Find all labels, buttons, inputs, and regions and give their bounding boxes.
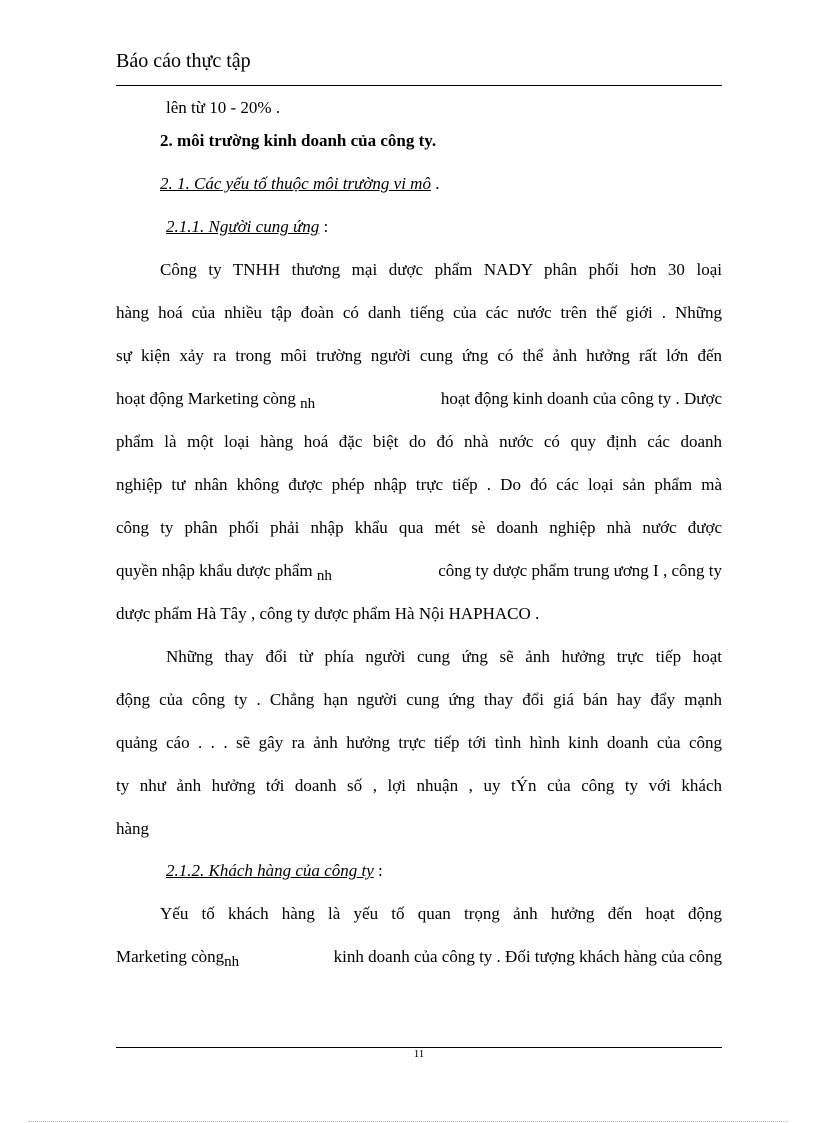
subsubsection-heading xyxy=(166,216,722,238)
paragraph-line: dược phẩm Hà Tây , công ty dược phẩm Hà Nội HAPHACO . xyxy=(116,604,540,623)
paragraph-line: phẩm là một loại hàng hoá đặc biệt do đó nhà nước có quy định các doanh xyxy=(116,432,722,451)
paragraph-line: Công ty TNHH thương mại dược phẩm NADY phân phối hơn 30 loại xyxy=(160,260,722,279)
subsubsection-heading-tail: : xyxy=(319,217,329,236)
paragraph-line: ty như ảnh hưởng tới doanh số , lợi nhuận , uy tÝn của công ty với khách xyxy=(116,776,722,795)
paragraph-fragment xyxy=(116,560,332,583)
paragraph-fragment xyxy=(116,388,315,411)
paragraph-line: hàng hoá của nhiều tập đoàn có danh tiếng của các nước trên thế giới . Những xyxy=(116,303,722,322)
paragraph-text: quyền nhập khẩu dược phẩm xyxy=(116,561,313,580)
paragraph-line: sự kiện xảy ra trong môi trường người cung ứng có thể ảnh hưởng rất lớn đến xyxy=(116,346,722,365)
paragraph-line xyxy=(116,560,722,583)
header-title: Báo cáo thực tập xyxy=(116,50,251,72)
paragraph-fragment xyxy=(116,946,239,969)
header-divider xyxy=(116,85,722,86)
subsubsection-heading-text: 2.1.1. Người cung ứng xyxy=(166,217,320,236)
subsection-heading xyxy=(160,173,722,195)
paragraph-line: hàng xyxy=(116,819,150,838)
paragraph-line xyxy=(116,388,722,411)
paragraph-fragment: công ty dược phẩm trung ương I , công ty xyxy=(438,561,722,580)
subsection-heading-tail: . xyxy=(430,174,440,193)
section-heading: 2. môi trường kinh doanh của công ty. xyxy=(160,131,437,150)
paragraph-line: Yếu tố khách hàng là yếu tố quan trọng ảnh hưởng đến hoạt động xyxy=(160,904,722,923)
subscript-text: nh xyxy=(300,396,316,412)
page-bottom-edge xyxy=(28,1121,788,1122)
subsection-heading-text: 2. 1. Các yếu tố thuộc môi trường vi mô xyxy=(160,174,431,193)
paragraph-text: Marketing còng xyxy=(116,947,225,966)
paragraph-line: công ty phân phối phải nhập khẩu qua mét sè doanh nghiệp nhà nước được xyxy=(116,518,722,537)
paragraph-fragment: hoạt động kinh doanh của công ty . Dược xyxy=(440,389,722,408)
subsubsection-heading-text: 2.1.2. Khách hàng của công ty xyxy=(166,861,374,880)
page-number: 11 xyxy=(413,1048,425,1060)
subscript-text: nh xyxy=(316,568,332,584)
text-line: lên từ 10 - 20% . xyxy=(166,98,281,117)
paragraph-line: Những thay đổi từ phía người cung ứng sẽ ảnh hưởng trực tiếp hoạt xyxy=(166,647,722,666)
paragraph-line: động của công ty . Chẳng hạn người cung ứng thay đổi giá bán hay đẩy mạnh xyxy=(116,690,722,709)
paragraph-text: hoạt động Marketing còng xyxy=(116,389,296,408)
subscript-text: nh xyxy=(224,954,240,970)
paragraph-line: quảng cáo . . . sẽ gây ra ảnh hưởng trực tiếp tới tình hình kinh doanh của công xyxy=(116,733,722,752)
subsubsection-heading xyxy=(166,860,722,882)
subsubsection-heading-tail: : xyxy=(373,861,383,880)
paragraph-line: nghiệp tư nhân không được phép nhập trực tiếp . Do đó các loại sản phẩm mà xyxy=(116,475,722,494)
paragraph-line xyxy=(116,946,722,969)
paragraph-fragment: kinh doanh của công ty . Đối tượng khách hàng của công xyxy=(333,947,722,966)
